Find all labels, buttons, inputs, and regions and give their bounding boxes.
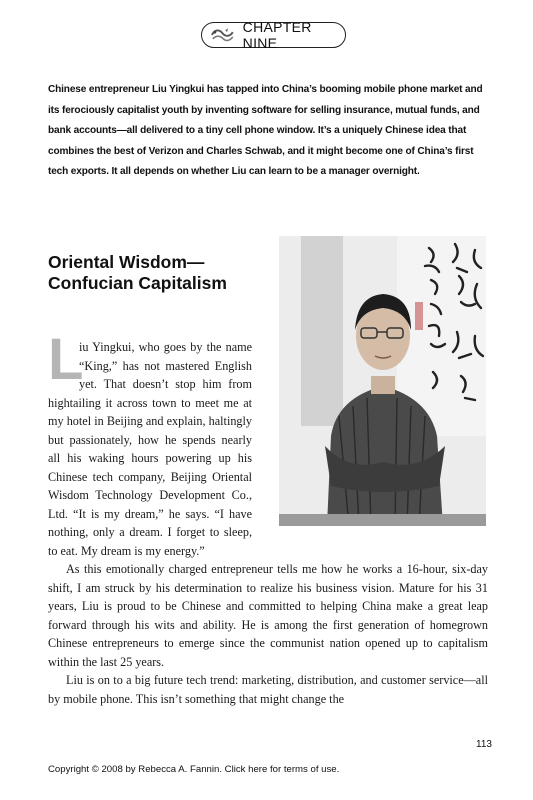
section-title-line2: Confucian Capitalism [48, 273, 227, 293]
copyright-terms-link[interactable]: Copyright © 2008 by Rebecca A. Fannin. Click here for terms of use. [48, 764, 340, 775]
photo-wrap-spacer [258, 338, 488, 526]
paragraph-1: iu Yingkui, who goes by the name “King,” has not mastered English yet. That doesn’t stop him from hightailing it across town to meet me at my hotel in Beijing and explain, haltingly but passionately, how he spends nearly all his waking hours powering up his Chinese tech company, Beijing Oriental Wisdom Technology Development Co., Ltd. “It is my dream,” he says. “I have nothing, only a dream. I forget to sleep, to eat. My dream is my energy.” [48, 340, 252, 558]
article-body [48, 327, 488, 708]
section-title [48, 252, 278, 294]
page-number: 113 [476, 739, 492, 750]
chapter-label: CHAPTER NINE [242, 19, 312, 51]
dragon-logo-icon [210, 26, 235, 44]
chapter-badge [201, 19, 346, 51]
paragraph-2: As this emotionally charged entrepreneur tells me how he works a 16-hour, six-day shift, I am struck by his determination to realize his business vision. Mature for his 31 years, Liu is proud to be Chinese and committed to helping China make a great leap forward through his wits and ability. He is among the first generation of homegrown Chinese entrepreneurs to emerge since the communist nation opened up to capitalism within the last 25 years. [48, 562, 488, 669]
chapter-intro: Chinese entrepreneur Liu Yingkui has tapped into China’s booming mobile phone market and its ferociously capitalist youth by inventing software for selling insurance, mutual funds, and bank accounts—all delivered to a tiny cell phone window. It’s a uniquely Chinese idea that combines the best of Verizon and Charles Schwab, and it might become one of China’s first tech exports. It all depends on whether Liu can learn to be a manager overnight. [48, 84, 483, 177]
section-title-line1: Oriental Wisdom— [48, 252, 205, 272]
drop-cap-letter: L [48, 327, 84, 392]
paragraph-3: Liu is on to a big future tech trend: marketing, distribution, and customer service—all by mobile phone. This isn’t something that might change the [48, 673, 488, 706]
drop-cap [48, 327, 84, 392]
